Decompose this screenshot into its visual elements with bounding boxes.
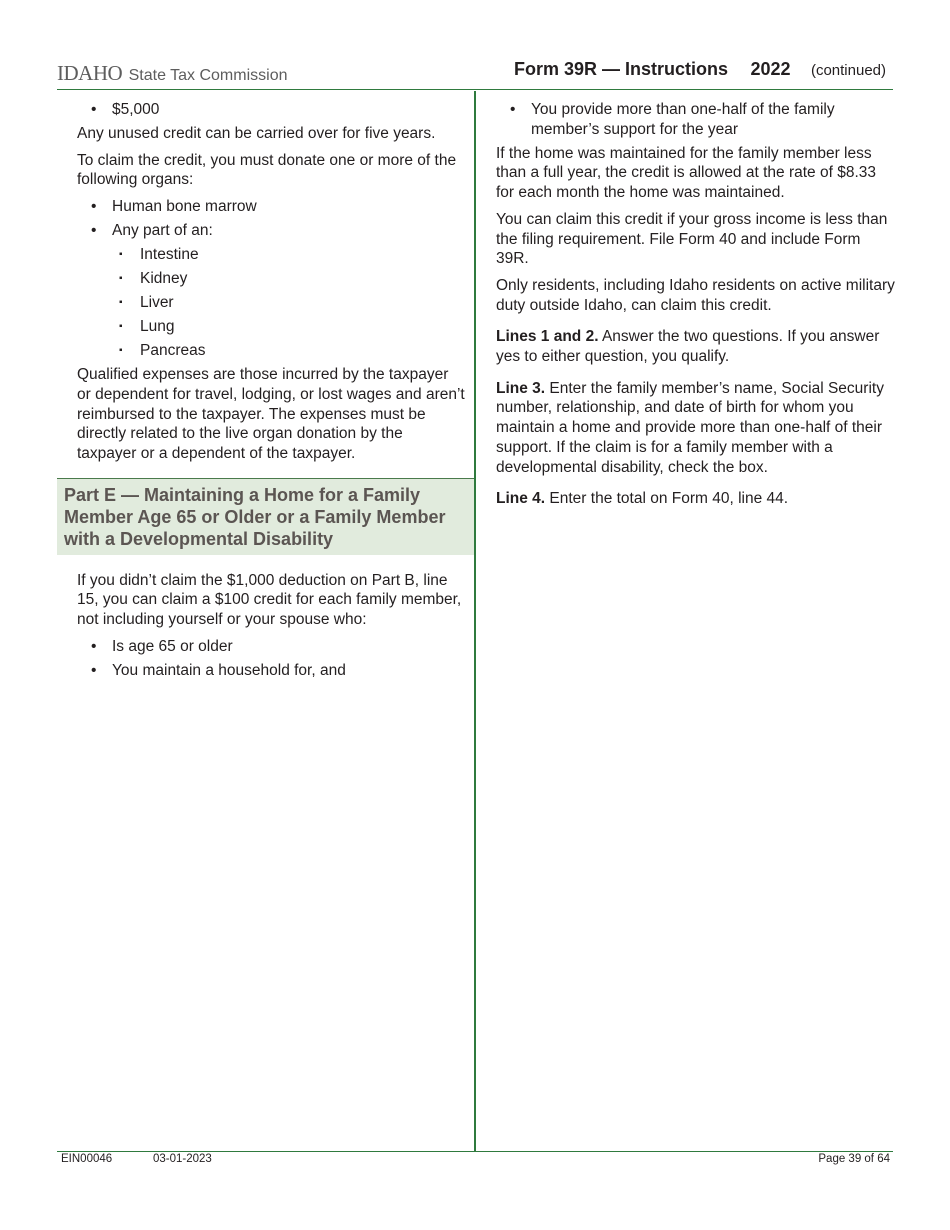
continued-label: (continued) xyxy=(810,62,886,79)
list-item: ▪ Lung xyxy=(77,317,466,337)
part-e-heading: Part E — Maintaining a Home for a Family Member Age 65 or Older or a Family Member with a Developmental Disability xyxy=(57,478,474,555)
list-item: • Human bone marrow xyxy=(77,197,466,217)
list-item: • You provide more than one-half of the family member’s support for the year xyxy=(496,100,896,139)
form-heading xyxy=(514,59,886,80)
partial-year-paragraph: If the home was maintained for the family member less than a full year, the credit is allowed at the rate of $8.33 for each month the home was maintained. xyxy=(496,144,876,202)
list-item: ▪ Kidney xyxy=(77,269,466,289)
support-list xyxy=(496,100,896,139)
line-3-text: Enter the family member’s name, Social Security number, relationship, and date of birth for whom you maintain a home and provide more than one-half of their support. If the claim is for a family member with a developmental disability, check the box. xyxy=(496,379,884,476)
amount-list xyxy=(57,100,474,120)
line-4-instruction xyxy=(496,489,896,509)
header-rule xyxy=(57,89,893,90)
list-item: • You maintain a household for, and xyxy=(77,661,466,681)
page-header xyxy=(57,56,893,90)
column-divider xyxy=(474,91,476,1151)
form-code: EIN00046 xyxy=(61,1153,113,1165)
logo-org-name: State Tax Commission xyxy=(128,67,288,84)
page-number: Page 39 of 64 xyxy=(818,1153,890,1165)
carryover-paragraph: Any unused credit can be carried over for five years. xyxy=(77,125,436,142)
form-title: Form 39R — Instructions xyxy=(513,59,728,79)
residents-paragraph: Only residents, including Idaho residents on active military duty outside Idaho, can claim this credit. xyxy=(496,276,895,314)
line-3-label: Line 3. xyxy=(496,379,546,397)
left-column xyxy=(57,100,474,685)
list-item: ▪ Pancreas xyxy=(77,341,466,361)
lines-1-2-instruction xyxy=(496,327,896,366)
list-item: ▪ Liver xyxy=(77,293,466,313)
part-e-intro-paragraph: If you didn’t claim the $1,000 deduction on Part B, line 15, you can claim a $100 credit for each family member, not including yourself or your spouse who: xyxy=(77,571,462,628)
qualified-expenses-paragraph: Qualified expenses are those incurred by the taxpayer or dependent for travel, lodging, or lost wages and aren’t reimbursed to the taxpayer. The expenses must be directly related to the live organ donation by the taxpayer or a dependent of the taxpayer. xyxy=(77,366,465,462)
organ-list xyxy=(57,197,474,361)
part-e-list xyxy=(57,637,474,681)
line-4-text: Enter the total on Form 40, line 44. xyxy=(545,490,789,508)
list-item: • $5,000 xyxy=(77,100,466,120)
claim-intro-paragraph: To claim the credit, you must donate one or more of the following organs: xyxy=(77,151,457,189)
footer-rule xyxy=(57,1151,893,1152)
lines-1-2-text: Answer the two questions. If you answer yes to either question, you qualify. xyxy=(496,328,880,366)
list-item: • Any part of an: xyxy=(77,221,466,241)
list-item: ▪ Intestine xyxy=(77,245,466,265)
form-year: 2022 xyxy=(750,59,791,79)
idaho-logo xyxy=(57,61,287,86)
lines-1-2-label: Lines 1 and 2. xyxy=(496,328,599,346)
right-column xyxy=(496,100,896,521)
list-item: • Is age 65 or older xyxy=(77,637,466,657)
gross-income-paragraph: You can claim this credit if your gross income is less than the filing requirement. File Form 40 and include Form 39R. xyxy=(496,210,888,268)
revision-date: 03-01-2023 xyxy=(153,1153,212,1165)
line-4-label: Line 4. xyxy=(496,490,546,508)
logo-mark: IDAHO xyxy=(57,61,123,85)
line-3-instruction xyxy=(496,379,896,478)
